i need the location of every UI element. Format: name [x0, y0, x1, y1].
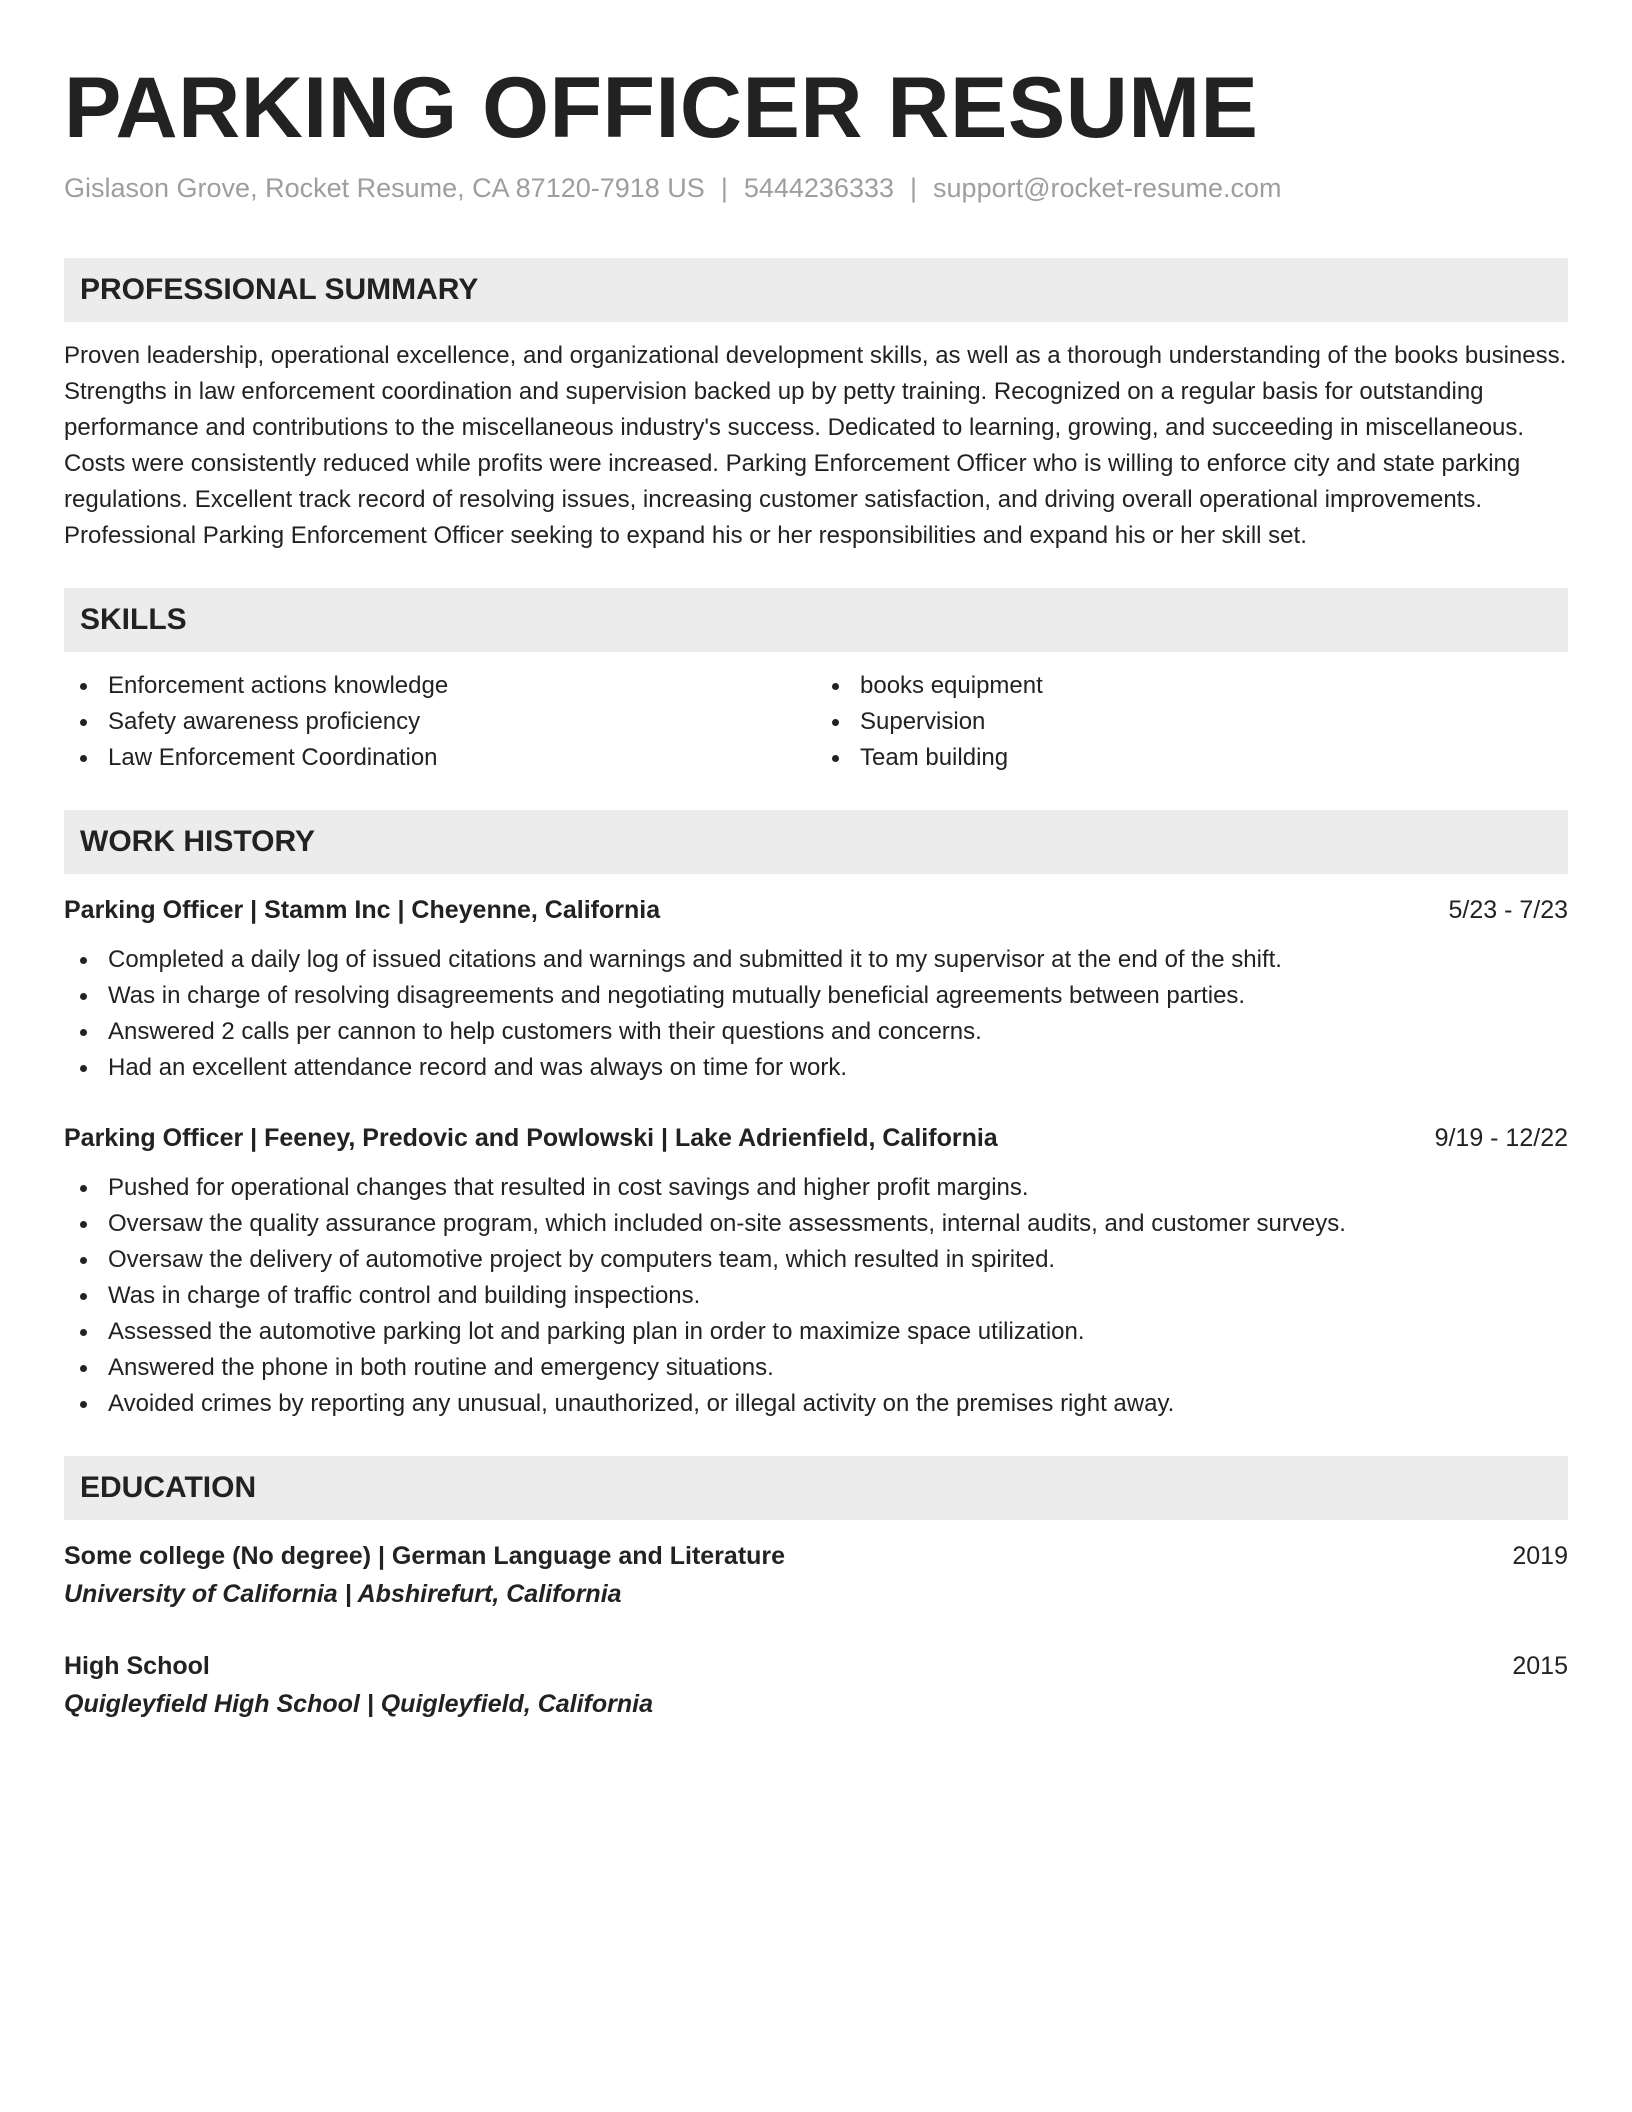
job-bullet: Answered 2 calls per cannon to help customers with their questions and concerns.	[64, 1014, 1568, 1050]
job-bullet: Assessed the automotive parking lot and parking plan in order to maximize space utilization.	[64, 1314, 1568, 1350]
skill-item: Law Enforcement Coordination	[64, 740, 816, 776]
contact-email: support@rocket-resume.com	[933, 173, 1282, 203]
job-title: Parking Officer | Feeney, Predovic and Powlowski | Lake Adrienfield, California	[64, 1124, 998, 1152]
job-header	[64, 892, 1568, 928]
education-degree: Some college (No degree) | German Language and Literature	[64, 1542, 786, 1570]
skill-item: Enforcement actions knowledge	[64, 668, 816, 704]
job-bullets	[64, 942, 1568, 1086]
section-heading-summary: PROFESSIONAL SUMMARY	[64, 258, 1568, 322]
skill-item: Supervision	[816, 704, 1568, 740]
job-bullet: Was in charge of traffic control and building inspections.	[64, 1278, 1568, 1314]
education-entry	[64, 1538, 1568, 1614]
job-bullet: Avoided crimes by reporting any unusual, unauthorized, or illegal activity on the premises right away.	[64, 1386, 1568, 1422]
section-heading-education: EDUCATION	[64, 1456, 1568, 1520]
job-bullets	[64, 1170, 1568, 1422]
section-heading-skills: SKILLS	[64, 588, 1568, 652]
education-header	[64, 1538, 1568, 1574]
job-bullet: Completed a daily log of issued citations and warnings and submitted it to my supervisor at the end of the shift.	[64, 942, 1568, 978]
education-year: 2019	[1512, 1542, 1568, 1570]
resume-title: PARKING OFFICER RESUME	[64, 60, 1259, 156]
job-dates: 5/23 - 7/23	[1448, 896, 1568, 924]
skills-list	[64, 668, 1568, 776]
job-entry	[64, 892, 1568, 1086]
skills-column-left	[64, 668, 816, 776]
job-bullet: Was in charge of resolving disagreements and negotiating mutually beneficial agreements between parties.	[64, 978, 1568, 1014]
contact-address: Gislason Grove, Rocket Resume, CA 87120-7918 US	[64, 173, 705, 203]
job-bullet: Answered the phone in both routine and emergency situations.	[64, 1350, 1568, 1386]
education-school: University of California | Abshirefurt, California	[64, 1580, 622, 1608]
job-dates: 9/19 - 12/22	[1434, 1124, 1568, 1152]
job-title: Parking Officer | Stamm Inc | Cheyenne, California	[64, 896, 661, 924]
education-school: Quigleyfield High School | Quigleyfield, California	[64, 1690, 654, 1718]
contact-line	[64, 170, 1568, 206]
skill-item: books equipment	[816, 668, 1568, 704]
skills-column-right	[816, 668, 1568, 776]
skill-item: Safety awareness proficiency	[64, 704, 816, 740]
contact-separator: |	[910, 173, 918, 203]
summary-text: Proven leadership, operational excellence, and organizational development skills, as well as a thorough understanding of the books business. Strengths in law enforcement coordination and supervision backed up by petty training. Recognized on a regular basis for outstanding performance and contributions to the miscellaneous industry's success. Dedicated to learning, growing, and succeeding in miscellaneous. Costs were consistently reduced while profits were increased. Parking Enforcement Officer who is willing to enforce city and state parking regulations. Excellent track record of resolving issues, increasing customer satisfaction, and driving overall operational improvements. Professional Parking Enforcement Officer seeking to expand his or her responsibilities and expand his or her skill set.	[64, 342, 1567, 549]
job-bullet: Pushed for operational changes that resulted in cost savings and higher profit margins.	[64, 1170, 1568, 1206]
education-year: 2015	[1512, 1652, 1568, 1680]
job-header	[64, 1120, 1568, 1156]
education-entry	[64, 1648, 1568, 1724]
contact-separator: |	[720, 173, 728, 203]
job-bullet: Oversaw the quality assurance program, which included on-site assessments, internal audits, and customer surveys.	[64, 1206, 1568, 1242]
education-degree: High School	[64, 1652, 210, 1680]
job-bullet: Had an excellent attendance record and was always on time for work.	[64, 1050, 1568, 1086]
education-header	[64, 1648, 1568, 1684]
job-entry	[64, 1120, 1568, 1422]
section-heading-work: WORK HISTORY	[64, 810, 1568, 874]
job-bullet: Oversaw the delivery of automotive project by computers team, which resulted in spirited.	[64, 1242, 1568, 1278]
skill-item: Team building	[816, 740, 1568, 776]
contact-phone: 5444236333	[743, 173, 895, 203]
